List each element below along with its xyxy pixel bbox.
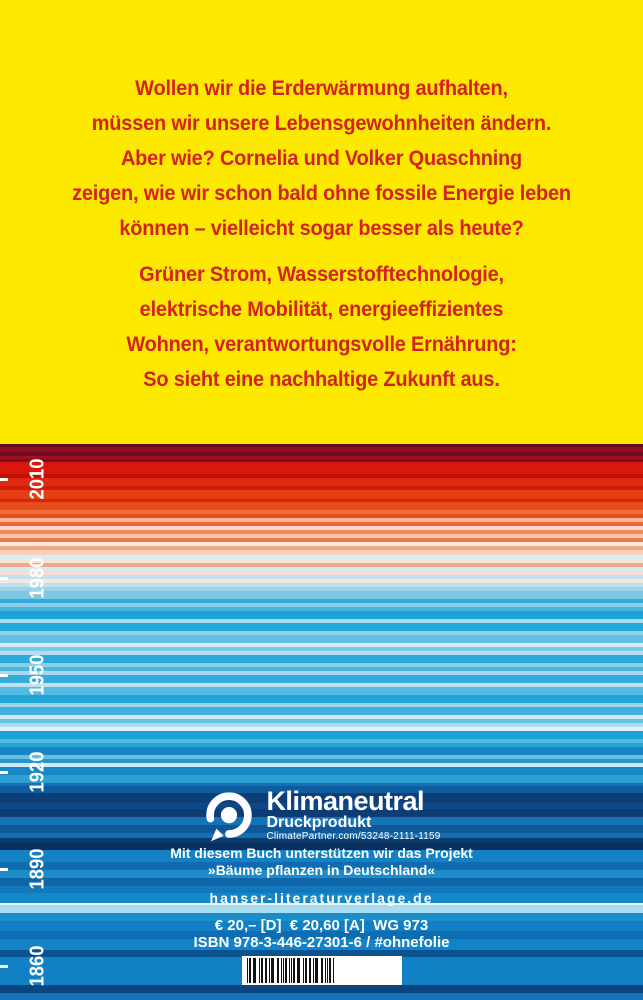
- project-support-line: Mit diesem Buch unterstützen wir das Projekt: [170, 845, 473, 861]
- barcode-bar: [277, 958, 279, 983]
- barcode-bar: [281, 958, 282, 983]
- barcode-bar: [329, 958, 331, 983]
- barcode-bar: [283, 958, 284, 983]
- year-tick: [0, 771, 8, 774]
- stripe-band: [0, 635, 643, 643]
- barcode-bar: [285, 958, 287, 983]
- barcode-bar: [325, 958, 326, 983]
- year-tick: [0, 965, 8, 968]
- barcode-bar: [291, 958, 292, 983]
- barcode-bar: [315, 958, 318, 983]
- year-tick: [0, 577, 8, 580]
- barcode-bar: [261, 958, 263, 983]
- publisher-website: hanser-literaturverlage.de: [209, 890, 434, 906]
- stripe-band: [0, 695, 643, 703]
- blurb-section: [0, 0, 643, 444]
- stripe-band: [0, 462, 643, 474]
- price-line: € 20,– [D] € 20,60 [A] WG 973: [214, 917, 429, 934]
- barcode-bar: [313, 958, 314, 983]
- stripe-band: [0, 490, 643, 499]
- year-tick: [0, 674, 8, 677]
- blurb-paragraph-1: [16, 71, 627, 246]
- warming-stripes-chart: [0, 444, 643, 1000]
- barcode-bar: [247, 958, 248, 983]
- stripe-band: [0, 767, 643, 775]
- barcode-bar: [271, 958, 274, 983]
- project-name-line: »Bäume pflanzen in Deutschland«: [207, 862, 436, 878]
- barcode-bar: [249, 958, 251, 983]
- barcode-bar: [259, 958, 260, 983]
- barcode-bar: [269, 958, 270, 983]
- year-label: 1860: [26, 945, 49, 987]
- barcode-bar: [253, 958, 256, 983]
- barcode-bar: [303, 958, 304, 983]
- blurb-line: zeigen, wie wir schon bald ohne fossile Energie leben: [72, 182, 571, 205]
- barcode-bar: [297, 958, 300, 983]
- stripe-band: [0, 478, 643, 486]
- stripe-band: [0, 687, 643, 695]
- stripe-band: [0, 707, 643, 715]
- ean-barcode: [242, 956, 402, 985]
- blurb-line: müssen wir unsere Lebensgewohnheiten ändern.: [91, 112, 552, 135]
- barcode-bar: [333, 958, 334, 983]
- stripe-band: [0, 655, 643, 663]
- year-label: 1920: [26, 751, 49, 793]
- stripe-band: [0, 591, 643, 599]
- klimaneutral-subtitle: Druckprodukt: [266, 814, 372, 831]
- klimaneutral-logo: [0, 788, 643, 843]
- blurb-line: elektrische Mobilität, energieeffizientes: [139, 298, 504, 321]
- stripe-band: [0, 878, 643, 886]
- stripe-band: [0, 611, 643, 619]
- barcode-bar: [293, 958, 295, 983]
- klimaneutral-title: Klimaneutral: [266, 786, 424, 816]
- stripe-band: [0, 731, 643, 739]
- blurb-line: So sieht eine nachhaltige Zukunft aus.: [143, 368, 500, 391]
- stripe-band: [0, 502, 643, 510]
- stripe-band: [0, 905, 643, 913]
- barcode-bar: [327, 958, 328, 983]
- barcode-bar: [265, 958, 267, 983]
- barcode-bar: [289, 958, 290, 983]
- klimaneutral-text: [266, 788, 440, 843]
- stripe-band: [0, 985, 643, 993]
- barcode-bar: [305, 958, 307, 983]
- barcode-bar: [309, 958, 311, 983]
- blurb-paragraph-2: [16, 257, 627, 397]
- blurb-line: Aber wie? Cornelia und Volker Quaschning: [120, 147, 523, 170]
- climatepartner-url: ClimatePartner.com/53248-2111-1159: [266, 831, 441, 842]
- blurb-line: können – vielleicht sogar besser als heute?: [119, 217, 524, 240]
- stripe-band: [0, 993, 643, 1000]
- stripe-band: [0, 623, 643, 631]
- year-label: 1980: [26, 557, 49, 599]
- year-tick: [0, 478, 8, 481]
- climatepartner-icon: [202, 789, 256, 843]
- barcode-bar: [321, 958, 323, 983]
- stripe-band: [0, 675, 643, 683]
- year-label: 2010: [26, 458, 49, 500]
- stripe-band: [0, 775, 643, 783]
- blurb-line: Grüner Strom, Wasserstofftechnologie,: [139, 263, 504, 286]
- blurb-line: Wollen wir die Erderwärmung aufhalten,: [135, 77, 508, 100]
- stripe-band: [0, 747, 643, 755]
- blurb-line: Wohnen, verantwortungsvolle Ernährung:: [126, 333, 517, 356]
- isbn-line: ISBN 978-3-446-27301-6 / #ohnefolie: [193, 934, 450, 951]
- year-label: 1890: [26, 848, 49, 890]
- year-label: 1950: [26, 654, 49, 696]
